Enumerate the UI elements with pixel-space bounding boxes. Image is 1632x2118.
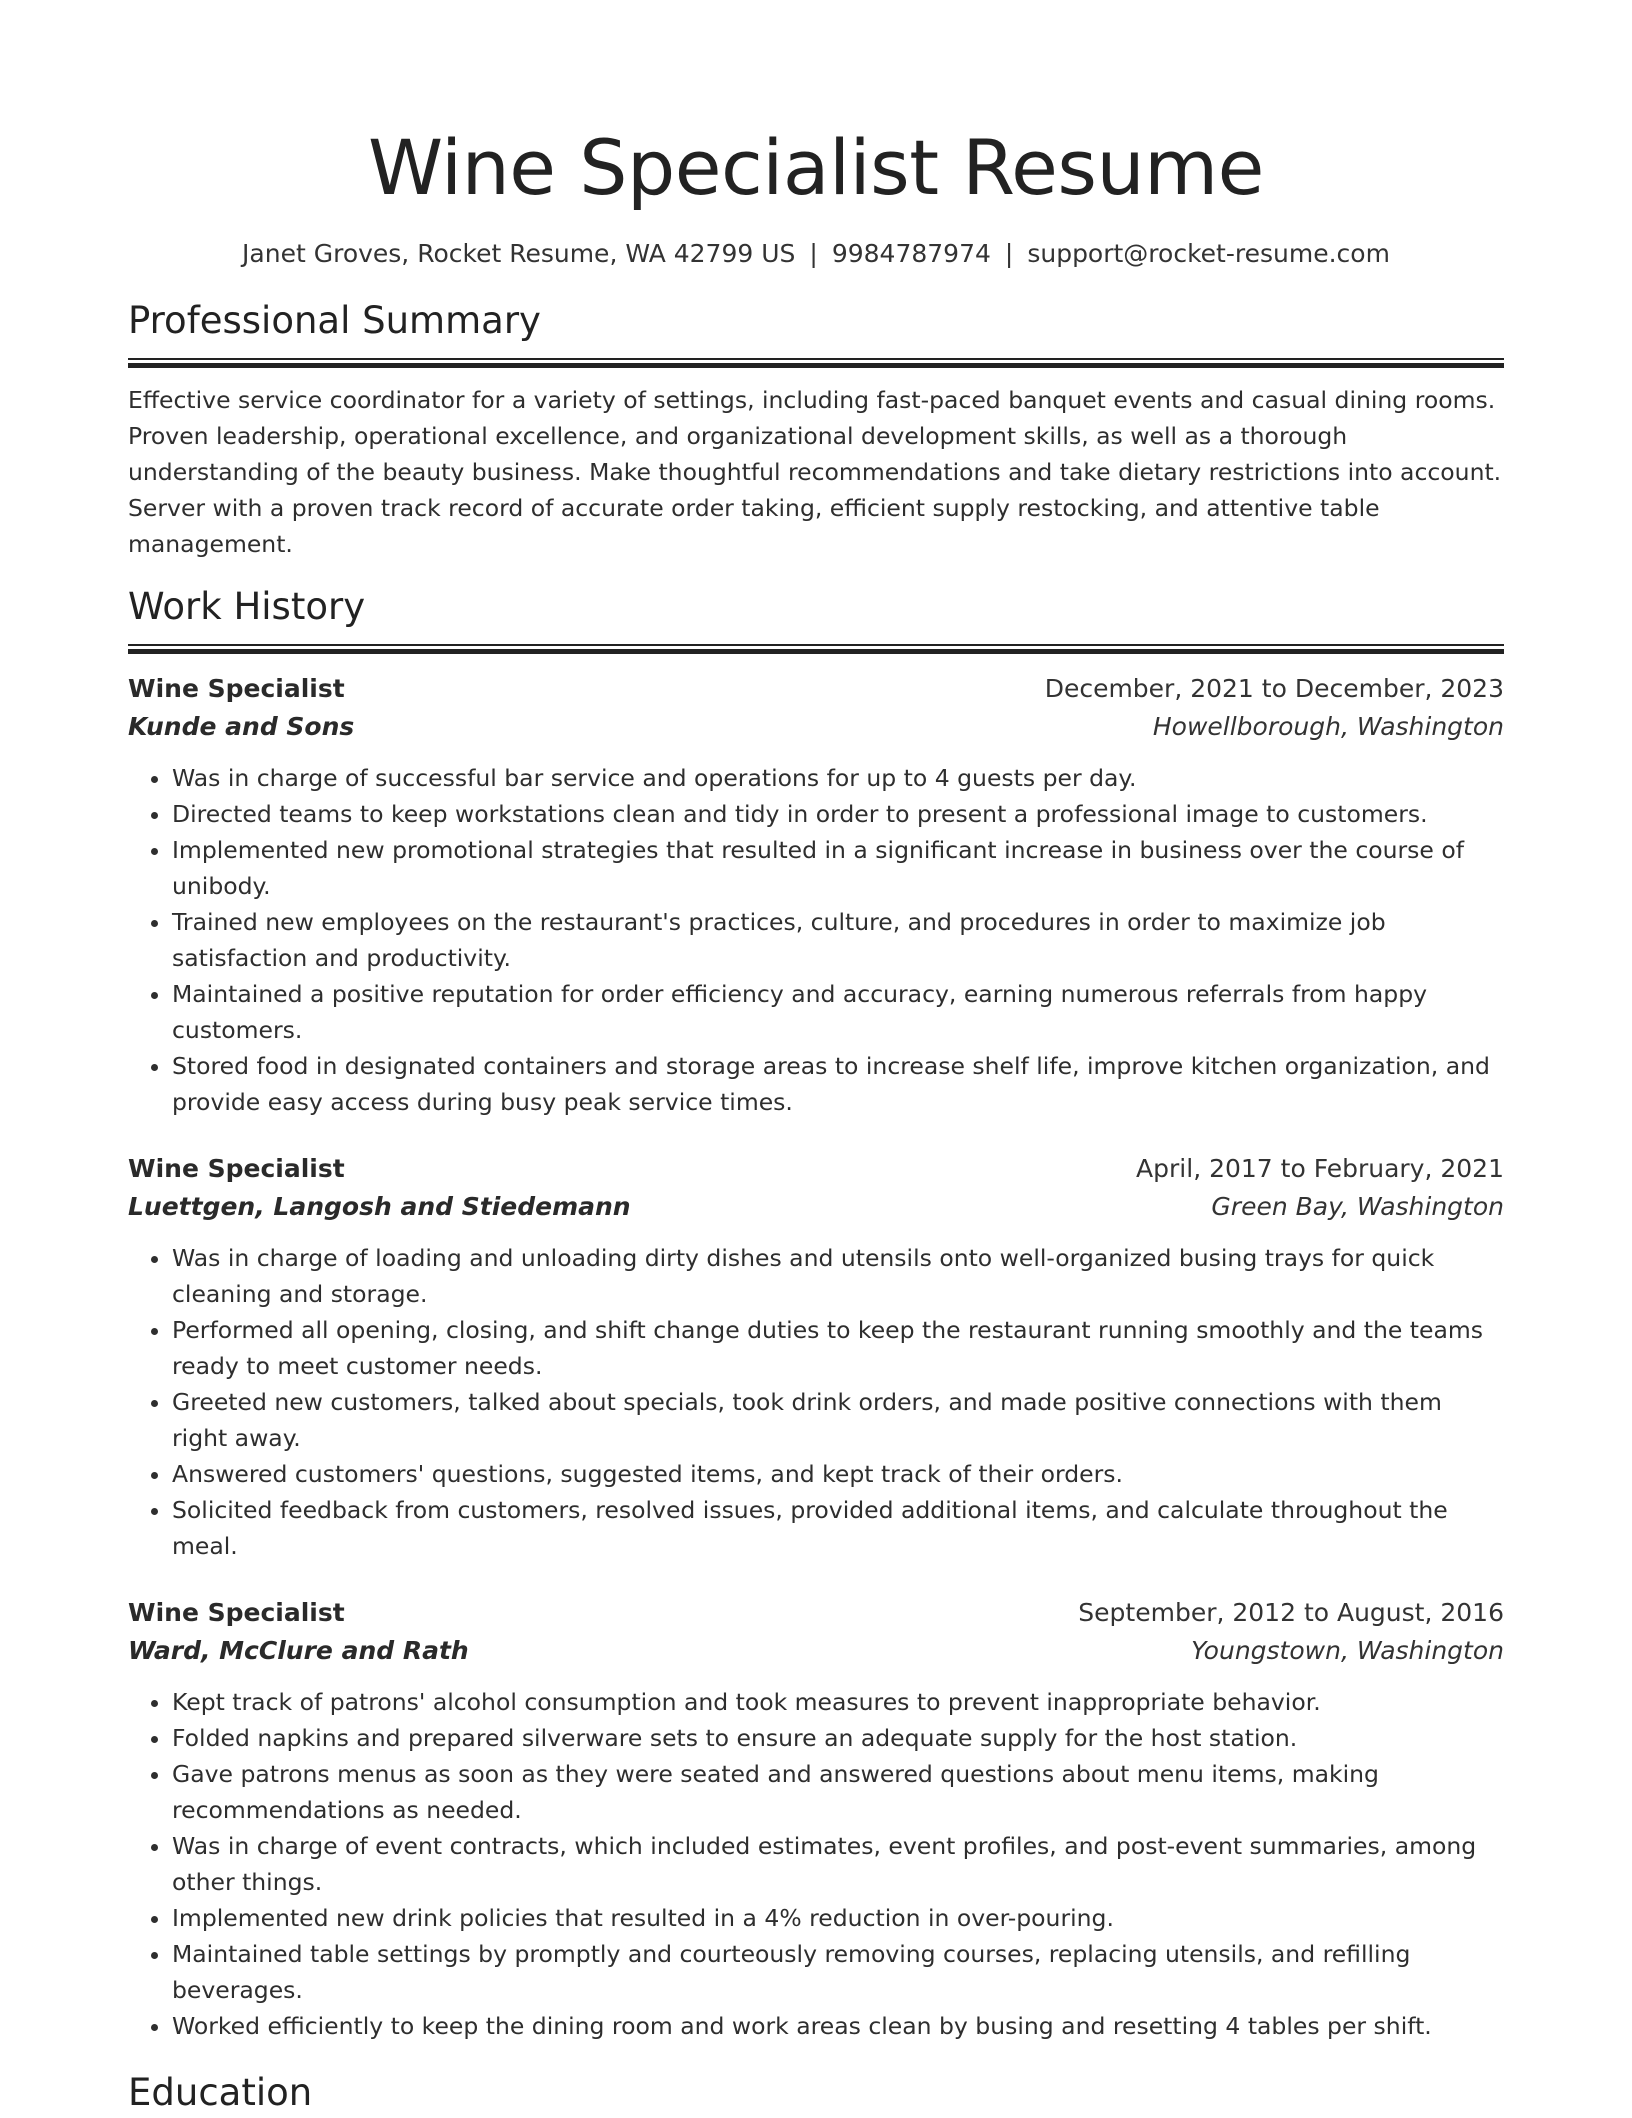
bullet-item: • Gave patrons menus as soon as they were seated and answered questions about menu items, making recommendations as needed. [172, 1756, 1504, 1828]
bullet-item: • Maintained table settings by promptly and courteously removing courses, replacing utensils, and refilling beverages. [172, 1936, 1504, 2008]
job-title: Wine Specialist [128, 1154, 345, 1183]
job-dates: April, 2017 to February, 2021 [1136, 1154, 1504, 1183]
bullet-item: • Worked efficiently to keep the dining room and work areas clean by busing and resetting 4 tables per shift. [172, 2008, 1504, 2044]
bullet-item: • Kept track of patrons' alcohol consumption and took measures to prevent inappropriate behavior. [172, 1684, 1504, 1720]
resume-page [128, 0, 1504, 2118]
bullet-item: • Answered customers' questions, suggested items, and kept track of their orders. [172, 1456, 1504, 1492]
bullet-item: • Greeted new customers, talked about specials, took drink orders, and made positive connections with them right away. [172, 1384, 1504, 1456]
bullet-item: • Was in charge of loading and unloading dirty dishes and utensils onto well-organized busing trays for quick cleaning and storage. [172, 1240, 1504, 1312]
contact-phone: 9984787974 [831, 239, 991, 268]
contact-address: Janet Groves, Rocket Resume, WA 42799 US [242, 239, 796, 268]
job-dates: December, 2021 to December, 2023 [1044, 674, 1504, 703]
job-header-row [128, 670, 1504, 708]
bullet-item: • Folded napkins and prepared silverware sets to ensure an adequate supply for the host station. [172, 1720, 1504, 1756]
contact-separator: | [809, 239, 818, 268]
bullet-item: • Stored food in designated containers and storage areas to increase shelf life, improve kitchen organization, and provide easy access during busy peak service times. [172, 1048, 1504, 1120]
job-company-row [128, 1632, 1504, 1670]
section-divider [128, 644, 1504, 654]
bullet-item: • Was in charge of successful bar service and operations for up to 4 guests per day. [172, 760, 1504, 796]
job-bullets [128, 1240, 1504, 1564]
section-divider [128, 358, 1504, 368]
job-bullets [128, 1684, 1504, 2044]
contact-email: support@rocket-resume.com [1027, 239, 1390, 268]
job-company: Luettgen, Langosh and Stiedemann [128, 1192, 631, 1221]
job-location: Youngstown, Washington [1191, 1636, 1504, 1665]
job-company: Kunde and Sons [128, 712, 355, 741]
job-dates: September, 2012 to August, 2016 [1078, 1598, 1504, 1627]
bullet-item: • Implemented new drink policies that resulted in a 4% reduction in over-pouring. [172, 1900, 1504, 1936]
bullet-item: • Performed all opening, closing, and shift change duties to keep the restaurant running smoothly and the teams ready to meet customer needs. [172, 1312, 1504, 1384]
section-heading-work-history: Work History [128, 585, 366, 628]
job-location: Green Bay, Washington [1211, 1192, 1504, 1221]
job-entry [128, 1150, 1504, 1564]
job-entry [128, 1594, 1504, 2044]
section-heading-education: Education [128, 2071, 313, 2114]
bullet-item: • Maintained a positive reputation for order efficiency and accuracy, earning numerous referrals from happy customers. [172, 976, 1504, 1048]
bullet-item: • Implemented new promotional strategies that resulted in a significant increase in business over the course of unibody. [172, 832, 1504, 904]
job-company-row [128, 708, 1504, 746]
resume-title: Wine Specialist Resume [368, 123, 1264, 212]
job-bullets [128, 760, 1504, 1120]
job-header-row [128, 1594, 1504, 1632]
job-entry [128, 670, 1504, 1120]
bullet-item: • Trained new employees on the restaurant's practices, culture, and procedures in order to maximize job satisfaction and productivity. [172, 904, 1504, 976]
job-title: Wine Specialist [128, 1598, 345, 1627]
bullet-item: • Directed teams to keep workstations clean and tidy in order to present a professional image to customers. [172, 796, 1504, 832]
bullet-item: • Was in charge of event contracts, which included estimates, event profiles, and post-event summaries, among other things. [172, 1828, 1504, 1900]
job-company-row [128, 1188, 1504, 1226]
contact-separator: | [1004, 239, 1014, 268]
job-company: Ward, McClure and Rath [128, 1636, 469, 1665]
job-title: Wine Specialist [128, 674, 345, 703]
job-location: Howellborough, Washington [1152, 712, 1504, 741]
summary-text: Effective service coordinator for a variety of settings, including fast-paced banquet events and casual dining rooms. Proven leadership, operational excellence, and organizational development skills, as well as a thorough understanding of the beauty business. Make thoughtful recommendations and take dietary restrictions into account. Server with a proven track record of accurate order taking, efficient supply restocking, and attentive table management. [128, 386, 1502, 558]
section-heading-summary: Professional Summary [128, 299, 541, 342]
job-header-row [128, 1150, 1504, 1188]
contact-line [128, 236, 1504, 272]
bullet-item: • Solicited feedback from customers, resolved issues, provided additional items, and calculate throughout the meal. [172, 1492, 1504, 1564]
